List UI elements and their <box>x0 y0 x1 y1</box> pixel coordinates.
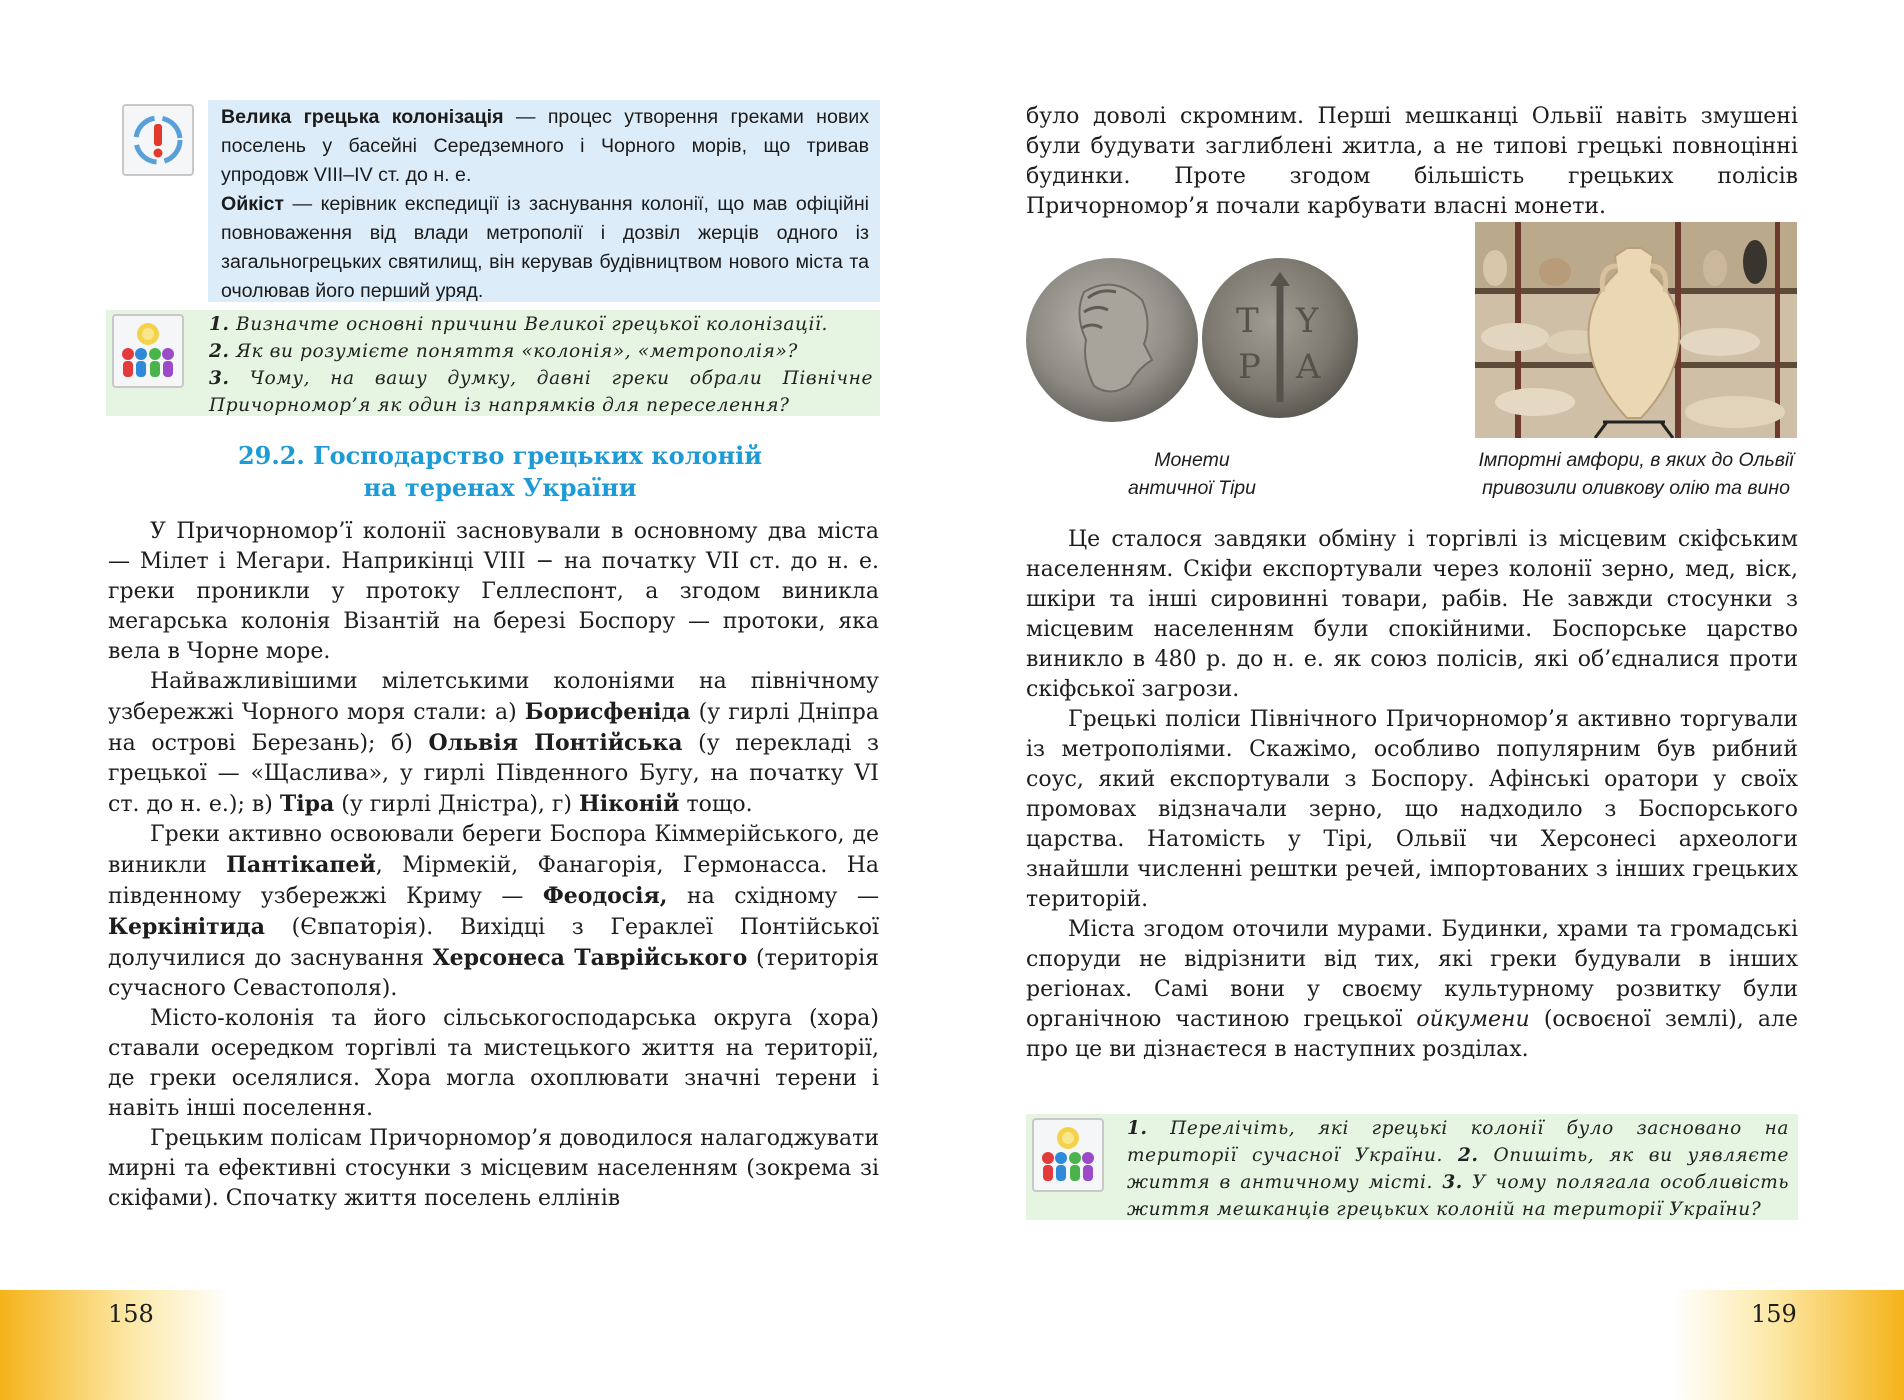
question-1: Визначте основні причини Великої грецької колонізації. <box>229 314 829 335</box>
paragraph: Це сталося завдяки обміну і торгівлі із місцевим скіфським населенням. Скіфи експортували через колонії зерно, мед, віск, шкіри та інші сировинні товари, рабів. Не завжди стосунки з місцевим населенням були спокійними. Боспорське царство виникло в 480 р. до н. е. як союз полісів, які об’єдналися проти скіфської загрози. <box>1026 527 1798 702</box>
info-icon <box>122 104 194 176</box>
question-number: 1. <box>209 314 230 335</box>
coin-letter: Υ <box>1296 301 1319 341</box>
definition-colonization: — процес утворення греками нових поселень у басейні Середземного і Чорного морів, що тривав упродовж VIII–IV ст. до н. е. <box>221 106 869 186</box>
definition-oikist: — керівник експедиції із заснування колонії, що мав офіційні повноваження від влади метрополії і дозвіл жерців одного із загальногрецьких святилищ, він керував будівництвом нового міста та очолював його перший уряд. <box>221 193 869 302</box>
paragraph: Грецькі поліси Північного Причорномор’я активно торгували із метрополіями. Скажімо, особливо популярним був рибний соус, який експортували з Боспору. Афінські оратори у своїх промовах відзначали зерно, що надходило з Боспорського царства. Натомість у Тірі, Ольвії чи Херсонесі археологи знайшли численні рештки речей, імпортованих з інших грецьких територій. <box>1026 707 1798 912</box>
paragraph: Грецьким полісам Причорномор’я доводилося налагоджувати мирні та ефективні стосунки з місцевим населенням (зокрема зі скіфами). Спочатку життя поселень еллінів <box>108 1126 879 1211</box>
group-people-icon <box>112 314 184 388</box>
coin-letter: Α <box>1296 347 1321 387</box>
question-2: Опишіть, як ви уявляєте життя в античному місті. <box>1127 1145 1790 1193</box>
question-number: 2. <box>209 341 230 362</box>
question-number: 2. <box>1458 1145 1479 1166</box>
caption-line: привозили оливкову олію та вино <box>1482 477 1790 499</box>
right-page <box>952 0 1904 1400</box>
paragraph: Міста згодом оточили мурами. Будинки, храми та громадські споруди не відрізнити від тих, які греки будували в інших регіонах. Самі вони у своєму культурному розвитку були органічною частиною грецької ойкумени (освоєної землі), але про це ви дізнаєтеся в наступних розділах. <box>1026 917 1799 1062</box>
group-people-icon <box>1032 1118 1104 1192</box>
question-number: 3. <box>209 368 230 389</box>
definition-text <box>221 103 869 306</box>
paragraph: У Причорномор’ї колонії засновували в основному два міста — Мілет і Мегари. Наприкінці VIII − на початку VII ст. до н. е. греки проникли у протоку Геллеспонт, а згодом виникла мегарська колонія Візантій на березі Боспору — протоки, яка вела в Чорне море. <box>108 519 879 664</box>
coin-letter: Т <box>1236 301 1259 341</box>
question-number: 1. <box>1127 1118 1148 1139</box>
heading-line-1: 29.2. Господарство грецьких колоній <box>237 441 763 470</box>
paragraph: Греки активно освоювали береги Боспора Кіммерійського, де виникли Пантікапей, Мірмекій, Фанагорія, Гермонасса. На південному узбережжі Криму — Феодосія, на східному — Керкінітида (Євпаторія). Вихідці з Гераклеї Понтійської долучилися до заснування Херсонеса Таврійського (територія сучасного Севастополя). <box>108 822 879 1001</box>
page-number: 159 <box>1751 1300 1797 1328</box>
caption-amphora <box>1432 446 1840 502</box>
question-2: Як ви розумієте поняття «колонія», «метрополія»? <box>229 341 798 362</box>
questions-text <box>209 311 873 419</box>
heading-line-2: на теренах України <box>363 473 637 502</box>
amphora-photo <box>1475 222 1797 438</box>
question-1: Перелічіть, які грецькі колонії було засновано на території сучасної України. <box>1127 1118 1789 1166</box>
question-3: Чому, на вашу думку, давні греки обрали Північне Причорномор’я як один із напрямків для переселення? <box>209 368 873 416</box>
caption-line: античної Тіри <box>1127 477 1257 499</box>
paragraph: Місто-колонія та його сільськогосподарська округа (хора) ставали осередком торгівлі та мистецького життя на території, де греки оселялися. Хора могла охоплювати значні терени і навіть інші поселення. <box>108 1006 879 1121</box>
term-oikist: Ойкіст <box>221 193 285 215</box>
paragraph: Найважливішими мілетськими колоніями на північному узбережжі Чорного моря стали: а) Борисфеніда (у гирлі Дніпра на острові Березань); б) Ольвія Понтійська (у перекладі з грецької — «Щаслива», у гирлі Південного Бугу, на початку VI ст. до н. е.); в) Тіра (у гирлі Дністра), г) Ніконій тощо. <box>108 669 879 817</box>
coins-image <box>1024 252 1358 432</box>
caption-coins <box>1072 446 1312 502</box>
left-body-text <box>108 517 879 1214</box>
caption-line: Імпортні амфори, в яких до Ольвії <box>1478 449 1794 471</box>
question-number: 3. <box>1442 1172 1463 1193</box>
right-body-text-top <box>1026 102 1798 222</box>
paragraph: було доволі скромним. Перші мешканці Ольвії навіть змушені були будувати заглиблені житла, а не типові грецькі повноцінні будинки. Проте згодом більшість грецьких полісів Причорномор’я почали карбувати власні монети. <box>1026 104 1798 219</box>
coin-letter: Ρ <box>1238 347 1261 387</box>
question-3: У чому полягала особливість життя мешканців грецьких колоній на території України? <box>1127 1172 1790 1220</box>
caption-line: Монети <box>1154 449 1230 471</box>
right-body-text <box>1026 525 1798 1065</box>
page-number: 158 <box>108 1300 154 1328</box>
term-colonization: Велика грецька колонізація <box>221 106 504 128</box>
questions-text <box>1127 1115 1789 1223</box>
section-heading <box>110 440 890 504</box>
